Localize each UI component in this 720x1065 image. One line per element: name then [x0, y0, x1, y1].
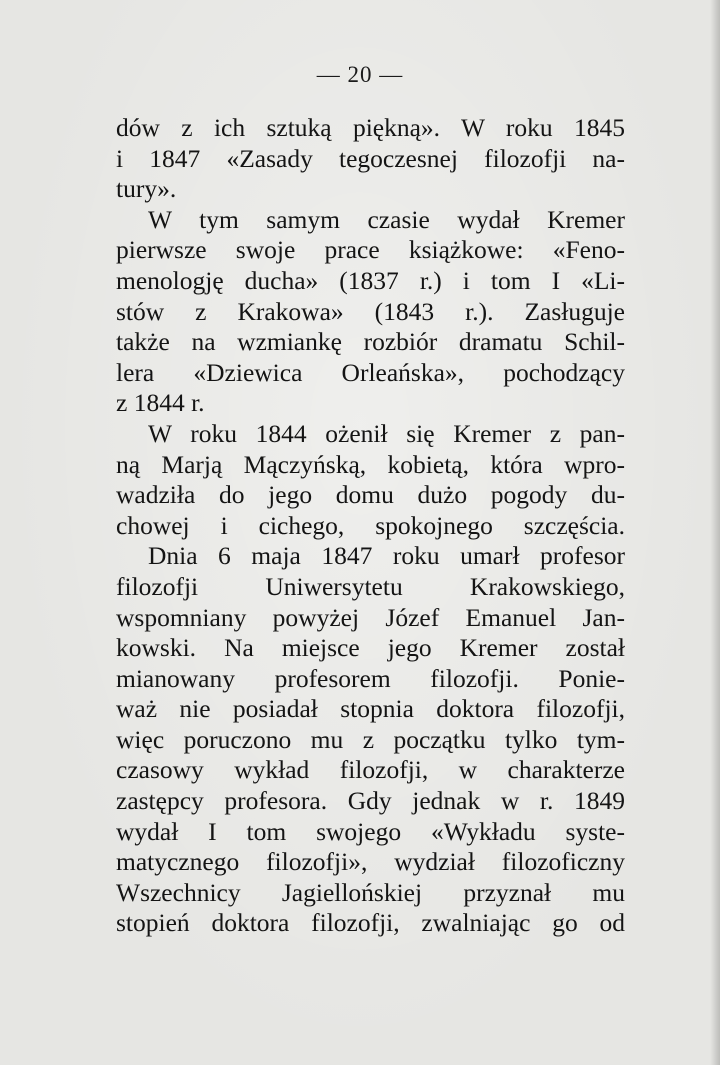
text-line: W tym samym czasie wydał Kremer [148, 204, 625, 234]
text-line: mianowany profesorem filozofji. Ponie- [116, 663, 625, 693]
text-line: filozofji Uniwersytetu Krakowskiego, [116, 571, 625, 601]
body-text [116, 113, 625, 939]
text-line: lera «Dziewica Orleańska», pochodzący [116, 357, 625, 387]
text-line: stopień doktora filozofji, zwalniając go od [116, 908, 625, 938]
page-edge-shadow [710, 0, 720, 1065]
text-line: stów z Krakowa» (1843 r.). Zasługuje [116, 296, 625, 326]
text-line: kowski. Na miejsce jego Kremer został [116, 633, 625, 663]
text-line: także na wzmiankę rozbiór dramatu Schil- [116, 327, 625, 357]
text-line: chowej i cichego, spokojnego szczęścia. [116, 510, 625, 540]
text-line: i 1847 «Zasady tegoczesnej filozofji na- [116, 143, 625, 173]
text-line: Dnia 6 maja 1847 roku umarł profesor [148, 541, 625, 571]
text-line: dów z ich sztuką piękną». W roku 1845 [116, 113, 625, 142]
text-line: zastępcy profesora. Gdy jednak w r. 1849 [116, 786, 625, 816]
text-line: z 1844 r. [116, 388, 205, 418]
text-line: czasowy wykład filozofji, w charakterze [116, 755, 625, 785]
text-line: pierwsze swoje prace książkowe: «Feno- [116, 235, 625, 265]
text-line: matycznego filozofji», wydział filozoficzny [116, 847, 625, 877]
text-line: menologję ducha» (1837 r.) i tom I «Li- [116, 265, 625, 295]
text-line: Wszechnicy Jagiellońskiej przyznał mu [116, 877, 625, 907]
page-number: — 20 — [316, 62, 404, 87]
text-line: wydał I tom swojego «Wykładu syste- [116, 816, 625, 846]
text-line: waż nie posiadał stopnia doktora filozofji, [116, 694, 625, 724]
text-line: wadziła do jego domu dużo pogody du- [116, 480, 625, 510]
text-line: wspomniany powyżej Józef Emanuel Jan- [116, 602, 625, 632]
text-line: W roku 1844 ożenił się Kremer z pan- [148, 418, 625, 448]
text-line: tury». [116, 174, 177, 204]
text-line: więc poruczono mu z początku tylko tym- [116, 724, 625, 754]
text-line: ną Marją Mączyńską, kobietą, która wpro- [116, 449, 625, 479]
